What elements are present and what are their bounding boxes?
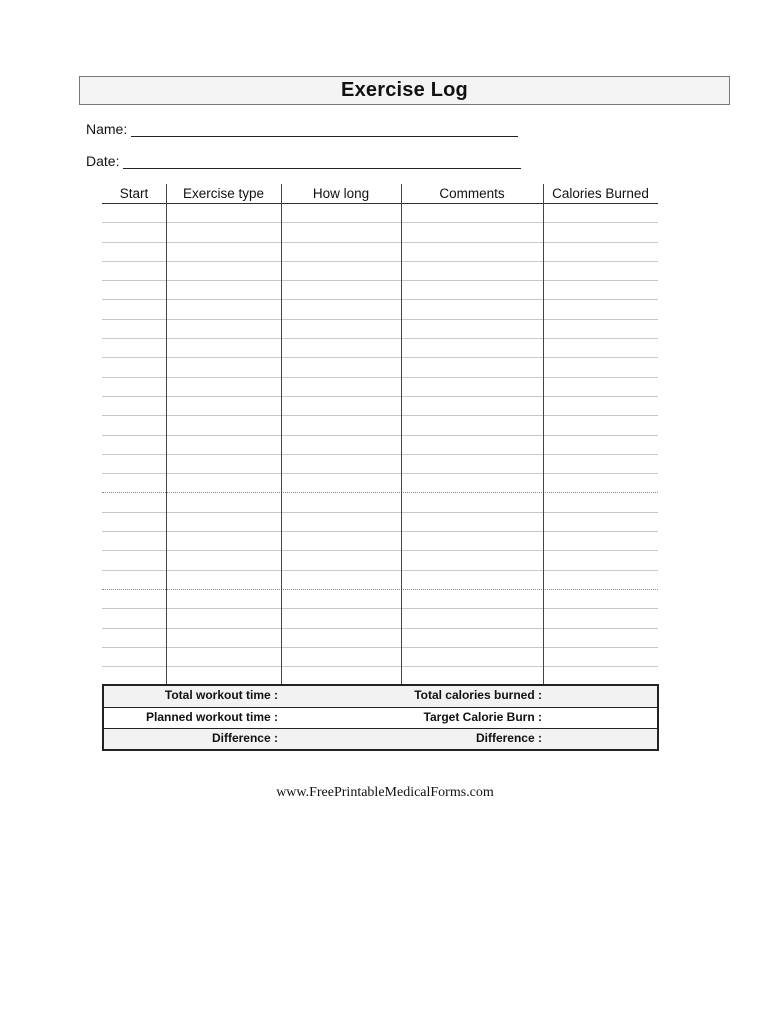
table-row[interactable]	[102, 455, 658, 474]
name-input-line[interactable]	[131, 122, 518, 137]
column-divider	[166, 184, 167, 684]
page-title: Exercise Log	[341, 79, 468, 101]
date-label: Date:	[86, 153, 120, 169]
summary-box	[102, 684, 659, 751]
table-row[interactable]	[102, 474, 658, 493]
summary-row[interactable]	[104, 707, 657, 728]
table-row[interactable]	[102, 436, 658, 455]
difference-calories-label: Difference :	[475, 731, 542, 745]
total-workout-time-label: Total workout time :	[164, 688, 278, 702]
column-header-how-long: How long	[312, 186, 370, 201]
column-header-start: Start	[119, 186, 149, 201]
table-row[interactable]	[102, 609, 658, 628]
column-header-calories-burned: Calories Burned	[552, 186, 649, 201]
footer-url: www.FreePrintableMedicalForms.com	[276, 785, 494, 800]
name-label: Name:	[86, 121, 128, 137]
date-field[interactable]	[86, 153, 521, 169]
table-row[interactable]	[102, 281, 658, 300]
table-row[interactable]	[102, 358, 658, 377]
difference-time-label: Difference :	[211, 731, 278, 745]
table-row[interactable]	[102, 532, 658, 551]
table-row[interactable]	[102, 204, 658, 223]
table-row[interactable]	[102, 551, 658, 570]
table-row[interactable]	[102, 339, 658, 358]
table-row[interactable]	[102, 378, 658, 397]
date-input-line[interactable]	[123, 154, 521, 169]
table-row[interactable]	[102, 223, 658, 242]
exercise-log-table	[102, 184, 658, 204]
column-divider	[543, 184, 544, 684]
table-row[interactable]	[102, 416, 658, 435]
title-box	[79, 76, 730, 105]
target-calorie-burn-label: Target Calorie Burn :	[423, 710, 542, 724]
name-field[interactable]	[86, 121, 518, 137]
table-row[interactable]	[102, 648, 658, 667]
table-row[interactable]	[102, 262, 658, 281]
column-header-exercise-type: Exercise type	[182, 186, 265, 201]
summary-row[interactable]	[104, 728, 657, 749]
column-divider	[401, 184, 402, 684]
table-row[interactable]	[102, 590, 658, 609]
column-header-comments: Comments	[439, 186, 505, 201]
table-header	[102, 184, 658, 204]
table-row[interactable]	[102, 243, 658, 262]
planned-workout-time-label: Planned workout time :	[145, 710, 278, 724]
table-row[interactable]	[102, 513, 658, 532]
table-row[interactable]	[102, 300, 658, 319]
table-body[interactable]	[102, 204, 658, 686]
table-row[interactable]	[102, 493, 658, 512]
table-row[interactable]	[102, 320, 658, 339]
total-calories-burned-label: Total calories burned :	[414, 688, 542, 702]
table-row[interactable]	[102, 397, 658, 416]
column-divider	[281, 184, 282, 684]
table-row[interactable]	[102, 571, 658, 590]
table-row[interactable]	[102, 629, 658, 648]
summary-row[interactable]	[104, 686, 657, 707]
